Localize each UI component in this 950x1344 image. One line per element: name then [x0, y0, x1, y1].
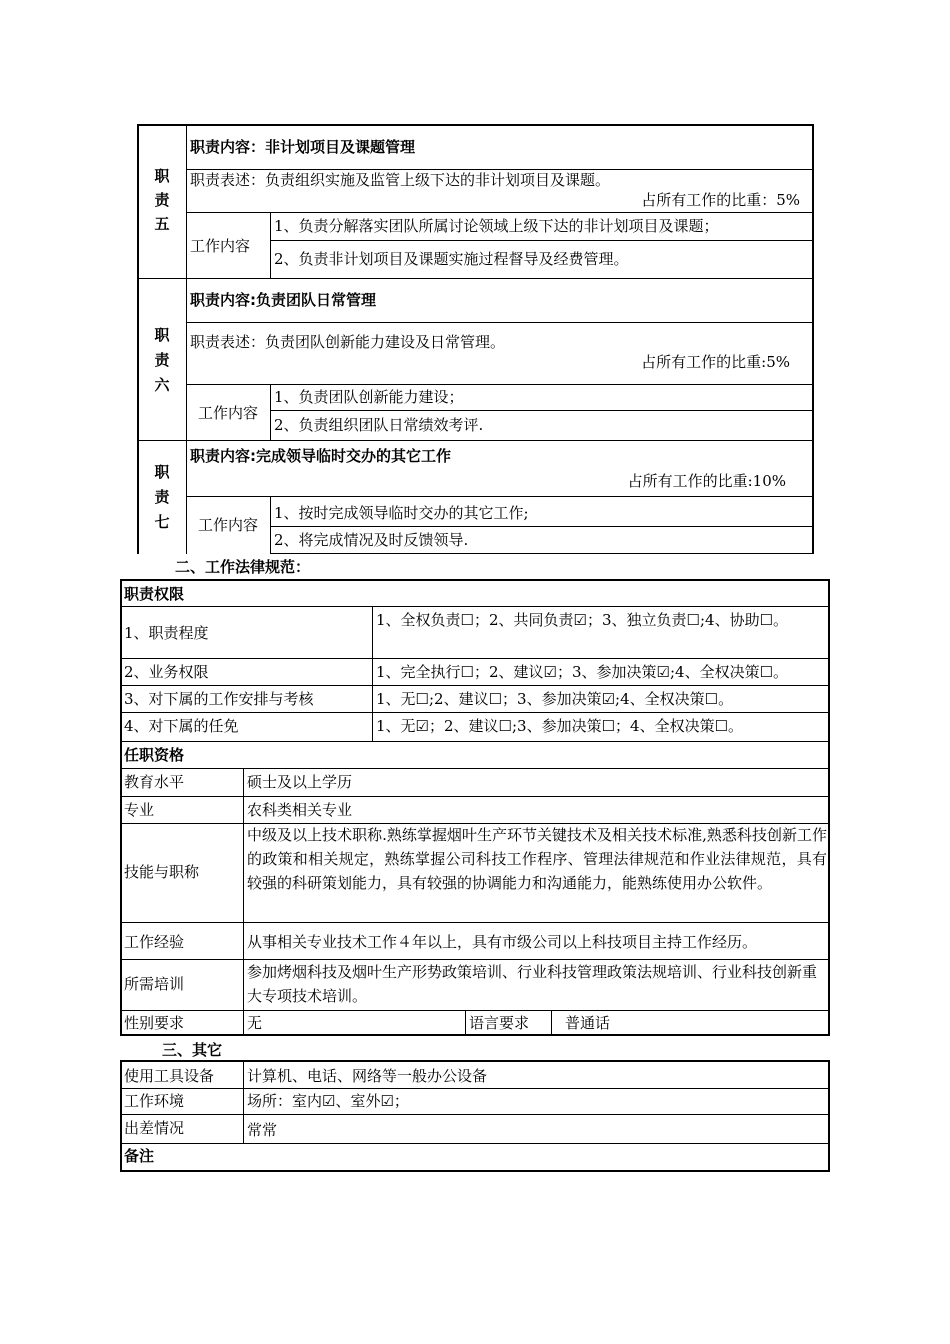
other-label: 出差情况 — [124, 1119, 185, 1137]
language-label: 语言要求 — [469, 1014, 530, 1032]
qualification-value: 参加烤烟科技及烟叶生产形势政策培训、行业科技管理政策法规培训、行业科技创新重大专项技术培训。 — [247, 963, 818, 1005]
other-value: 计算机、电话、网络等一般办公设备 — [247, 1067, 488, 1085]
authority-value: 1、无☐;2、建议☐；3、参加决策☑;4、全权决策☐。 — [376, 690, 734, 708]
duty7-item: 2、将完成情况及时反馈领导. — [274, 531, 469, 549]
section3-title: 三、其它 — [162, 1041, 223, 1059]
other-label: 使用工具设备 — [124, 1067, 215, 1085]
duty6-ratio: 占所有工作的比重:5% — [641, 353, 790, 371]
other-label: 工作环境 — [124, 1092, 185, 1110]
authority-label: 3、对下属的工作安排与考核 — [124, 690, 314, 708]
remarks-label: 备注 — [124, 1147, 155, 1165]
duty6-item: 2、负责组织团队日常绩效考评. — [274, 416, 484, 434]
gender-value: 无 — [247, 1014, 263, 1032]
duty5-ratio: 占所有工作的比重：5% — [641, 191, 800, 209]
qualification-label: 专业 — [124, 801, 155, 819]
duty5-label-char: 职 — [154, 167, 170, 185]
authority-label: 2、业务权限 — [124, 663, 209, 681]
duty7-label-char: 职 — [154, 463, 170, 481]
authority-value: 1、无☑；2、建议☐;3、参加决策☐；4、全权决策☐。 — [376, 717, 744, 735]
duty6-label-char: 职 — [154, 326, 170, 344]
duty7-ratio: 占所有工作的比重:10% — [627, 472, 786, 490]
duty6-description: 职责表述：负责团队创新能力建设及日常管理。 — [190, 333, 506, 351]
qualifications-header: 任职资格 — [124, 746, 185, 764]
duty7-label-char: 责 — [154, 488, 170, 506]
language-value: 普通话 — [565, 1014, 611, 1032]
duty5-label-char: 责 — [154, 191, 170, 209]
authority-label: 1、职责程度 — [124, 624, 209, 642]
other-value: 场所：室内☑、室外☑； — [247, 1092, 409, 1110]
duty7-work-label: 工作内容 — [198, 516, 259, 534]
authority-value: 1、全权负责☐；2、共同负责☑；3、独立负责☐;4、协助☐。 — [376, 611, 789, 629]
qualification-value: 硕士及以上学历 — [247, 773, 353, 791]
duty6-content-title: 职责内容:负责团队日常管理 — [190, 291, 376, 309]
duty5-item: 1、负责分解落实团队所属讨论领域上级下达的非计划项目及课题； — [274, 217, 719, 235]
duty5-content-title: 职责内容：非计划项目及课题管理 — [190, 138, 416, 156]
qualification-value: 从事相关专业技术工作４年以上，具有市级公司以上科技项目主持工作经历。 — [247, 933, 758, 951]
qualification-label: 所需培训 — [124, 975, 185, 993]
other-value: 常常 — [247, 1121, 278, 1139]
duty5-label-char: 五 — [154, 215, 170, 233]
qualification-value: 农科类相关专业 — [247, 801, 353, 819]
section2-title: 二、工作法律规范： — [175, 558, 311, 576]
duty5-item: 2、负责非计划项目及课题实施过程督导及经费管理。 — [274, 250, 629, 268]
duty6-work-label: 工作内容 — [198, 404, 259, 422]
qualification-label: 工作经验 — [124, 933, 185, 951]
qualification-label: 教育水平 — [124, 773, 185, 791]
duty5-work-label: 工作内容 — [190, 237, 251, 255]
qualification-label: 技能与职称 — [124, 863, 200, 881]
duty7-content-title: 职责内容:完成领导临时交办的其它工作 — [190, 447, 452, 465]
authority-label: 4、对下属的任免 — [124, 717, 239, 735]
duty5-description: 职责表述：负责组织实施及监管上级下达的非计划项目及课题。 — [190, 171, 611, 189]
gender-label: 性别要求 — [124, 1014, 185, 1032]
qualification-value: 中级及以上技术职称.熟练掌握烟叶生产环节关键技术及相关技术标准,熟悉科技创新工作的政策和相关规定，熟练掌握公司科技工作程序、管理法律规范和作业法律规范，具有较强的科研策划能力，具有较强的协调能力和沟通能力，能熟练使用办公软件。 — [247, 826, 827, 892]
authority-header: 职责权限 — [124, 585, 185, 603]
duty7-label-char: 七 — [154, 513, 170, 531]
authority-value: 1、完全执行☐；2、建议☑；3、参加决策☑;4、全权决策☐。 — [376, 663, 789, 681]
duty6-label-char: 六 — [154, 376, 170, 394]
duty6-item: 1、负责团队创新能力建设； — [274, 388, 464, 406]
duty7-item: 1、按时完成领导临时交办的其它工作; — [274, 504, 529, 522]
duty6-label-char: 责 — [154, 351, 170, 369]
